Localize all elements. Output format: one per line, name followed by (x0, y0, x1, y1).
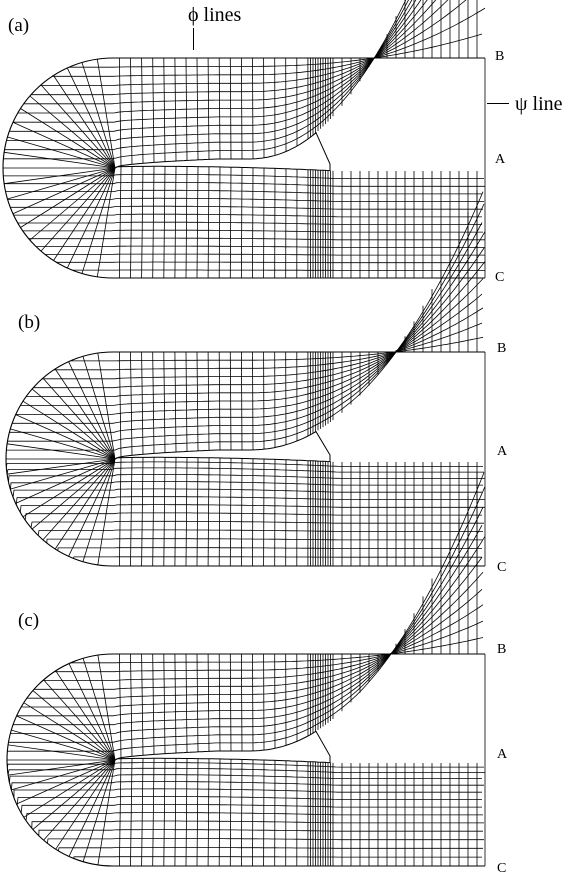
phi-line (241, 58, 242, 159)
phi-line (230, 58, 231, 159)
point-label-b-c: B (497, 642, 507, 657)
psi-line (32, 821, 484, 828)
psi-line (58, 848, 483, 851)
psi-line (71, 638, 483, 663)
phi-line (197, 458, 198, 566)
psi-line (38, 530, 483, 536)
phi-line (219, 58, 220, 159)
phi-line (219, 352, 220, 450)
phi-line (175, 352, 176, 452)
psi-line (3, 174, 484, 178)
panel-label-c: (c) (18, 610, 40, 631)
psi-line (18, 222, 482, 224)
phi-line (8, 137, 116, 168)
phi-line (230, 167, 231, 278)
phi-line (208, 352, 209, 450)
psi-callout-leader (487, 103, 509, 104)
phi-line (197, 352, 198, 451)
phi-line (186, 458, 187, 567)
psi-line (43, 605, 483, 681)
psi-line (7, 468, 484, 474)
psi-line (26, 813, 483, 821)
psi-line (13, 489, 482, 497)
psi-line (47, 539, 483, 543)
psi-line (36, 246, 485, 247)
phi-line (82, 63, 115, 169)
phi-line (30, 168, 115, 240)
psi-line (7, 473, 484, 752)
phi-line (197, 167, 198, 278)
psi-line (16, 497, 485, 505)
psi-line (11, 782, 484, 791)
point-label-c-b: C (497, 560, 507, 575)
phi-line (219, 654, 220, 751)
psi-line (14, 789, 482, 798)
point-label-a-b: A (497, 444, 508, 459)
psi-line (70, 337, 483, 361)
psi-line (27, 572, 483, 698)
phi-line (219, 458, 220, 566)
phi-callout-leader (193, 28, 194, 50)
phi-line (230, 352, 231, 450)
slit-obstacle (115, 432, 330, 462)
phi-line (30, 96, 115, 168)
phi-line (32, 389, 115, 459)
psi-line (74, 857, 482, 859)
phi-line (83, 658, 115, 760)
phi-line (153, 457, 154, 566)
phi-lines-callout: ϕ lines (188, 4, 242, 26)
point-label-b-b: B (497, 341, 507, 356)
psi-line (39, 830, 483, 836)
psi-line (17, 797, 482, 806)
phi-line (241, 654, 242, 751)
psi-line (10, 206, 483, 209)
phi-line (186, 352, 187, 451)
phi-line (119, 458, 121, 566)
phi-line (186, 58, 187, 160)
psi-line (25, 513, 482, 520)
psi-line (47, 839, 484, 844)
phi-line (142, 457, 143, 566)
psi-line (8, 768, 485, 775)
phi-line (175, 166, 176, 278)
point-label-c-c: C (497, 861, 507, 876)
phi-line (208, 58, 209, 159)
psi-line (10, 507, 483, 733)
mesh-panel-a (3, 0, 485, 278)
panel-label-a: (a) (8, 15, 30, 36)
phi-line (131, 458, 133, 567)
phi-line (175, 58, 176, 161)
psi-line-callout: ψ line (515, 93, 563, 115)
point-label-b-a: B (495, 49, 505, 64)
phi-line (219, 167, 220, 278)
point-label-a-c: A (497, 747, 508, 762)
phi-line (230, 458, 231, 566)
psi-line (33, 294, 482, 388)
phi-line (208, 654, 209, 751)
psi-line (73, 557, 482, 559)
panel-label-b: (b) (18, 312, 41, 333)
psi-line (54, 323, 482, 370)
phi-line (175, 654, 176, 753)
psi-line (18, 0, 482, 113)
phi-line (11, 730, 115, 760)
phi-line (83, 760, 115, 862)
phi-line (230, 654, 231, 751)
psi-line (7, 0, 484, 141)
psi-line (31, 521, 484, 528)
phi-line (83, 356, 115, 459)
phi-line (253, 352, 254, 450)
phi-line (241, 458, 242, 566)
point-label-c-a: C (495, 270, 505, 285)
phi-line (164, 457, 165, 566)
phi-line (83, 459, 115, 562)
psi-line (45, 254, 485, 255)
phi-line (241, 167, 242, 278)
point-label-a-a: A (495, 152, 506, 167)
phi-line (253, 760, 254, 866)
psi-line (58, 548, 482, 551)
phi-line (253, 459, 254, 566)
psi-line (9, 487, 486, 743)
phi-line (208, 167, 209, 278)
phi-line (186, 654, 187, 752)
phi-line (10, 429, 115, 459)
phi-line (197, 654, 198, 752)
phi-line (33, 760, 115, 829)
psi-line (29, 238, 485, 240)
phi-line (253, 168, 254, 278)
phi-line (241, 352, 242, 450)
phi-line (253, 654, 254, 751)
psi-line (54, 621, 483, 672)
phi-line (33, 691, 115, 760)
phi-line (175, 457, 176, 566)
phi-line (208, 458, 209, 566)
phi-line (253, 58, 254, 159)
phi-line (197, 58, 198, 160)
phi-line (186, 167, 187, 279)
psi-line (56, 262, 485, 263)
psi-line (11, 482, 484, 490)
